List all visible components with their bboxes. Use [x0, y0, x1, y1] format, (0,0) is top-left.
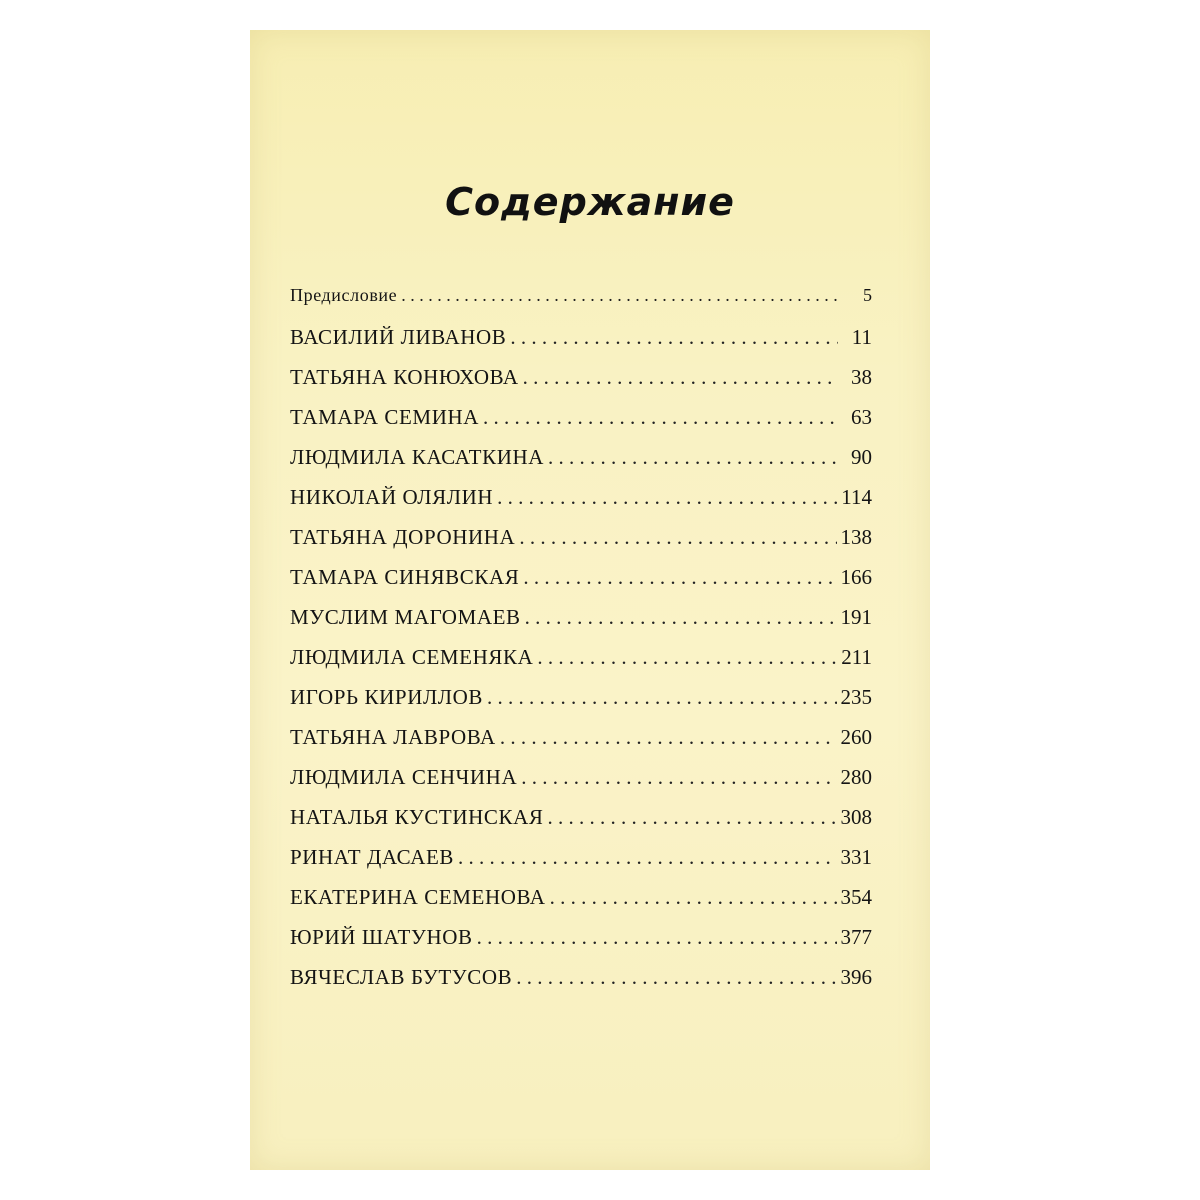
toc-entry-name: ТАТЬЯНА ЛАВРОВА	[290, 725, 496, 749]
dot-leader	[537, 645, 837, 670]
toc-entry	[290, 845, 872, 885]
toc-entry	[290, 325, 872, 365]
toc-entry	[290, 365, 872, 405]
dot-leader	[483, 405, 838, 430]
toc-entry-name: ЛЮДМИЛА КАСАТКИНА	[290, 445, 545, 469]
toc-entry	[290, 525, 872, 565]
toc-entry	[290, 965, 872, 1005]
toc-entry-page: 331	[840, 845, 872, 869]
toc-entry	[290, 565, 872, 605]
toc-entry	[290, 485, 872, 525]
toc-entry-name: НИКОЛАЙ ОЛЯЛИН	[290, 485, 494, 509]
toc-entry-page: 38	[851, 365, 872, 389]
toc-entry	[290, 405, 872, 445]
toc-entry-name: ТАТЬЯНА КОНЮХОВА	[290, 365, 519, 389]
toc-entry-name: РИНАТ ДАСАЕВ	[290, 845, 455, 869]
toc-entry-name: ВЯЧЕСЛАВ БУТУСОВ	[290, 965, 513, 989]
toc-entry-name: ТАМАРА СЕМИНА	[290, 405, 479, 429]
dot-leader	[519, 525, 836, 550]
toc-entry-page: 114	[841, 485, 872, 509]
toc-entry-page: 138	[840, 525, 872, 549]
toc-entry	[290, 645, 872, 685]
toc-entry-page: 63	[851, 405, 872, 429]
toc-entry-page: 354	[840, 885, 872, 909]
dot-leader	[401, 285, 838, 306]
toc-entry-page: 260	[840, 725, 872, 749]
toc-entry-page: 235	[840, 685, 872, 709]
toc-entry-page: 308	[840, 805, 872, 829]
dot-leader	[500, 725, 837, 750]
toc-entry-name: ВАСИЛИЙ ЛИВАНОВ	[290, 325, 507, 349]
dot-leader	[477, 925, 837, 950]
book-page	[250, 30, 930, 1170]
toc-entry-page: 90	[851, 445, 872, 469]
toc-entry	[290, 285, 872, 325]
toc-entry-page: 5	[863, 285, 872, 305]
toc-entry-name: ТАТЬЯНА ДОРОНИНА	[290, 525, 516, 549]
dot-leader	[550, 885, 837, 910]
dot-leader	[497, 485, 837, 510]
dot-leader	[516, 965, 836, 990]
toc-entry-name: ТАМАРА СИНЯВСКАЯ	[290, 565, 520, 589]
dot-leader	[525, 605, 837, 630]
toc-entry-page: 166	[840, 565, 872, 589]
dot-leader	[548, 445, 838, 470]
dot-leader	[521, 765, 836, 790]
toc-entry-page: 396	[840, 965, 872, 989]
toc-entry	[290, 445, 872, 485]
toc-entry-name: НАТАЛЬЯ КУСТИНСКАЯ	[290, 805, 544, 829]
toc-entry	[290, 925, 872, 965]
toc-entry	[290, 685, 872, 725]
toc-entry	[290, 765, 872, 805]
toc-entry	[290, 805, 872, 845]
toc-entry-name: МУСЛИМ МАГОМАЕВ	[290, 605, 521, 629]
toc-entry-name: ЮРИЙ ШАТУНОВ	[290, 925, 473, 949]
dot-leader	[523, 565, 836, 590]
toc-entry	[290, 605, 872, 645]
toc-entry	[290, 725, 872, 765]
table-of-contents	[290, 285, 872, 1005]
toc-entry-name: ЛЮДМИЛА СЕМЕНЯКА	[290, 645, 534, 669]
toc-entry-name: ЕКАТЕРИНА СЕМЕНОВА	[290, 885, 546, 909]
page-title: Содержание	[445, 180, 735, 224]
dot-leader	[547, 805, 836, 830]
dot-leader	[458, 845, 836, 870]
dot-leader	[487, 685, 836, 710]
toc-entry-name: ЛЮДМИЛА СЕНЧИНА	[290, 765, 518, 789]
dot-leader	[510, 325, 838, 350]
toc-entry	[290, 885, 872, 925]
toc-entry-page: 280	[840, 765, 872, 789]
toc-entry-page: 377	[840, 925, 872, 949]
toc-entry-page: 211	[841, 645, 872, 669]
toc-entry-page: 191	[840, 605, 872, 629]
toc-entry-page: 11	[851, 325, 872, 349]
dot-leader	[523, 365, 838, 390]
toc-entry-name: ИГОРЬ КИРИЛЛОВ	[290, 685, 484, 709]
toc-entry-name: Предисловие	[290, 285, 398, 305]
